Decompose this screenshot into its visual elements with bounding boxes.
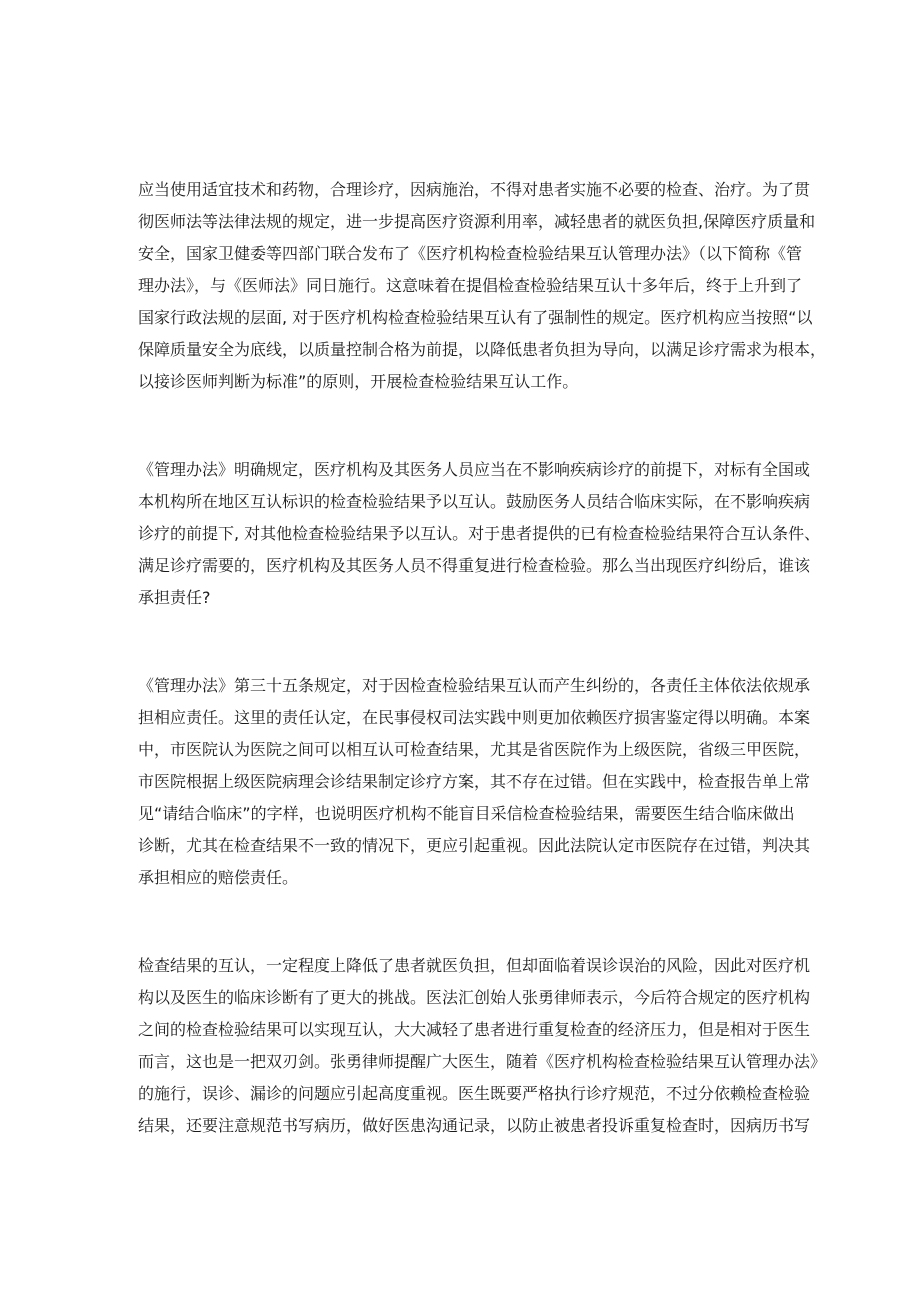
text-line: 中，市医院认为医院之间可以相互认可检查结果，尤其是省医院作为上级医院，省级三甲医院， xyxy=(138,740,811,759)
paragraph-spacer xyxy=(138,614,788,670)
text-line: 保障质量安全为底线，以质量控制合格为前提，以降低患者负担为导向，以满足诊疗需求为根本， xyxy=(138,340,827,359)
text-line: 承担相应的赔偿责任。 xyxy=(138,868,299,887)
text-line: 之间的检查检验结果可以实现互认，大大减轻了患者进行重复检查的经济压力，但是相对于医生 xyxy=(138,1020,811,1039)
text-line: 诊断，尤其在检查结果不一致的情况下，更应引起重视。因此法院认定市医院存在过错，判决其 xyxy=(138,836,811,855)
paragraph-3 xyxy=(138,670,811,894)
text-line: 安全，国家卫健委等四部门联合发布了《医疗机构检查检验结果互认管理办法》（以下简称《管 xyxy=(138,244,803,263)
paragraph-spacer xyxy=(138,398,788,454)
text-line: 以接诊医师判断为标准”的原则，开展检查检验结果互认工作。 xyxy=(138,372,579,391)
text-line: 本机构所在地区互认标识的检查检验结果予以互认。鼓励医务人员结合临床实际，在不影响疾病 xyxy=(138,492,811,511)
text-line: 《管理办法》明确规定，医疗机构及其医务人员应当在不影响疾病诊疗的前提下，对标有全国或 xyxy=(138,460,811,479)
text-line: 应当使用适宜技术和药物，合理诊疗，因病施治，不得对患者实施不必要的检查、治疗。为了贯 xyxy=(138,180,811,199)
text-line: 市医院根据上级医院病理会诊结果制定诊疗方案，其不存在过错。但在实践中，检查报告单上常 xyxy=(138,772,811,791)
paragraph-4 xyxy=(138,950,827,1142)
paragraph-1 xyxy=(138,174,827,398)
document-body xyxy=(138,174,827,1142)
text-line: 而言，这也是一把双刃剑。张勇律师提醒广大医生，随着《医疗机构检查检验结果互认管理办法》 xyxy=(138,1052,827,1071)
text-line: 国家行政法规的层面, 对于医疗机构检查检验结果互认有了强制性的规定。医疗机构应当按照“以 xyxy=(138,308,813,327)
text-line: 见“请结合临床”的字样，也说明医疗机构不能盲目采信检查检验结果，需要医生结合临床做出 xyxy=(138,804,795,823)
text-line: 构以及医生的临床诊断有了更大的挑战。医法汇创始人张勇律师表示，今后符合规定的医疗机构 xyxy=(138,988,811,1007)
text-line: 满足诊疗需要的，医疗机构及其医务人员不得重复进行检查检验。那么当出现医疗纠纷后，谁该 xyxy=(138,556,811,575)
text-line: 检查结果的互认，一定程度上降低了患者就医负担，但却面临着误诊误治的风险，因此对医疗机 xyxy=(138,956,811,975)
text-line: 诊疗的前提下, 对其他检查检验结果予以互认。对于患者提供的已有检查检验结果符合互认条件、 xyxy=(138,524,821,543)
text-line: 彻医师法等法律法规的规定，进一步提高医疗资源利用率，减轻患者的就医负担,保障医疗质量和 xyxy=(138,212,816,231)
text-line: 结果，还要注意规范书写病历，做好医患沟通记录，以防止被患者投诉重复检查时，因病历书写 xyxy=(138,1116,811,1135)
text-line: 的施行，误诊、漏诊的问题应引起高度重视。医生既要严格执行诊疗规范，不过分依赖检查检验 xyxy=(138,1084,811,1103)
text-line: 《管理办法》第三十五条规定，对于因检查检验结果互认而产生纠纷的，各责任主体依法依规承 xyxy=(138,676,811,695)
paragraph-spacer xyxy=(138,894,788,950)
text-line: 理办法》，与《医师法》同日施行。这意味着在提倡检查检验结果互认十多年后，终于上升到了 xyxy=(138,276,803,295)
text-line: 担相应责任。这里的责任认定，在民事侵权司法实践中则更加依赖医疗损害鉴定得以明确。本案 xyxy=(138,708,811,727)
text-line: 承担责任? xyxy=(138,588,211,607)
paragraph-2 xyxy=(138,454,821,614)
